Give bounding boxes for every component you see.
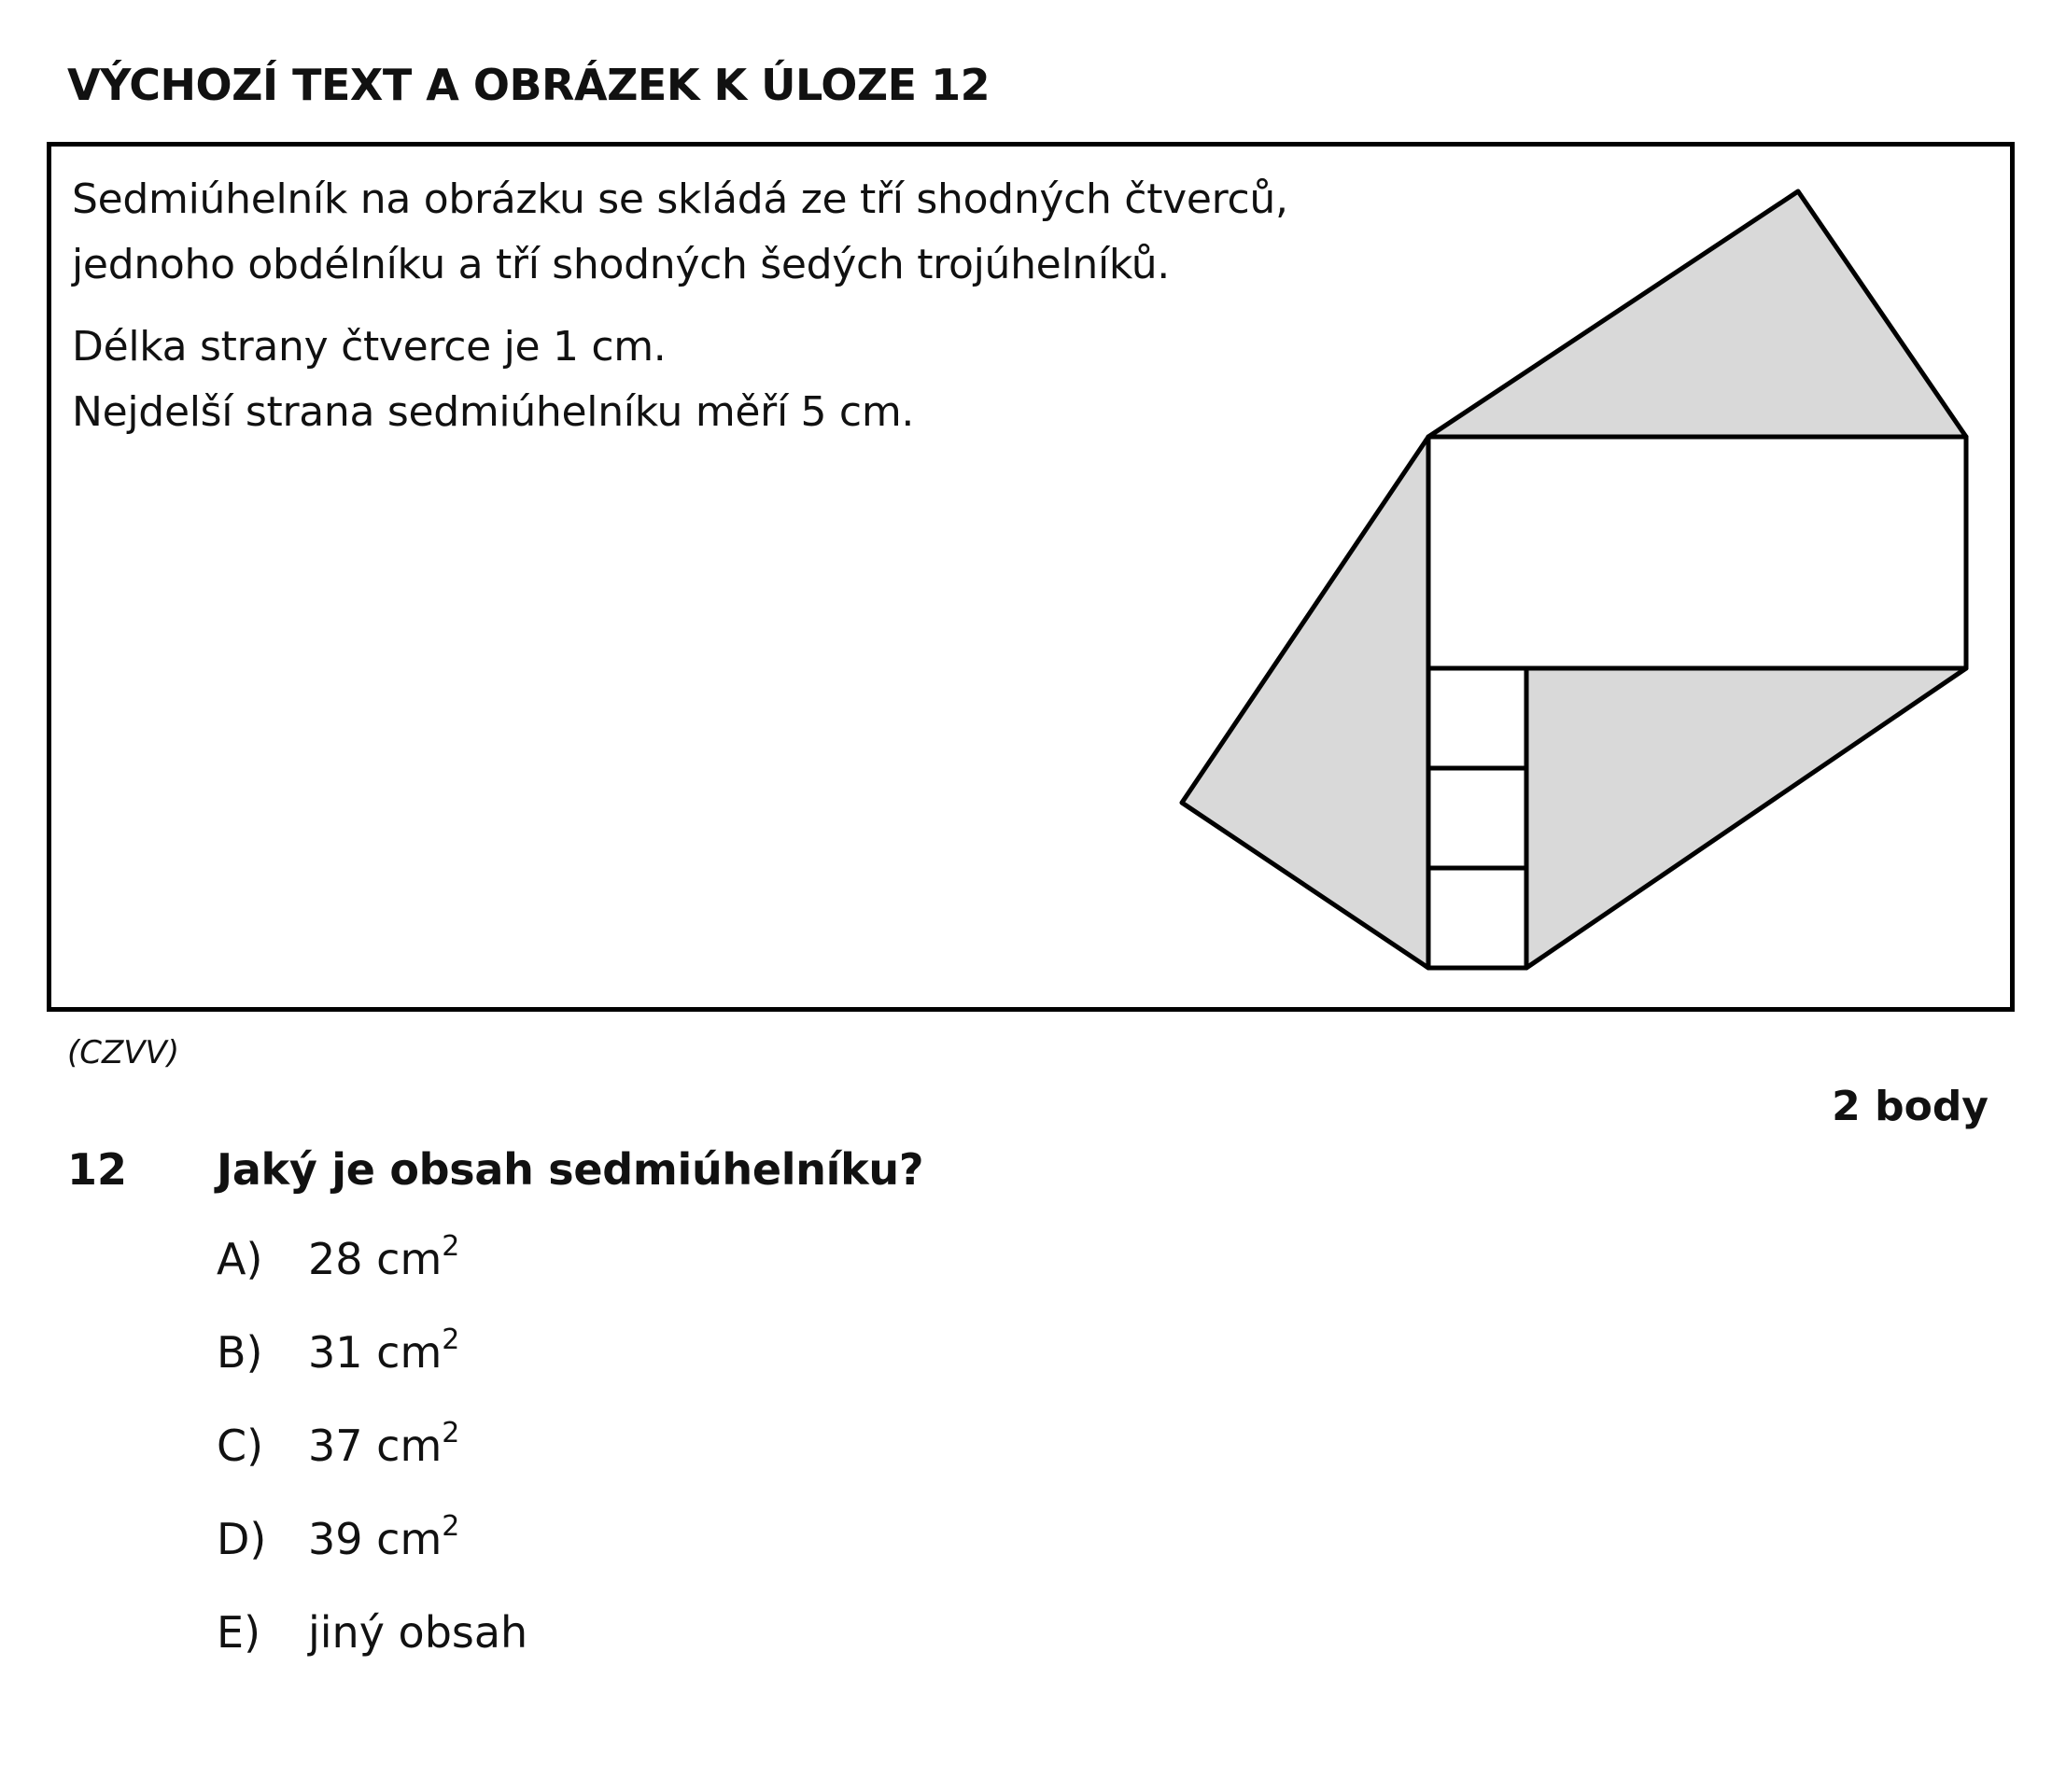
option-c[interactable] xyxy=(217,1417,460,1471)
source-note: (CZVV) xyxy=(67,1034,180,1071)
option-a[interactable] xyxy=(217,1230,460,1284)
option-value: 28 cm xyxy=(308,1234,443,1284)
option-exponent: 2 xyxy=(442,1417,460,1449)
option-letter: B) xyxy=(217,1327,263,1378)
gray-triangle-left xyxy=(1182,437,1428,968)
gray-triangle-bottom-right xyxy=(1526,668,1966,968)
option-exponent: 2 xyxy=(442,1323,460,1356)
task-question: Jaký je obsah sedmiúhelníku? xyxy=(217,1144,924,1195)
option-letter: A) xyxy=(217,1234,263,1284)
intro-line-4: Nejdelší strana sedmiúhelníku měří 5 cm. xyxy=(72,388,915,436)
gray-triangle-top xyxy=(1428,191,1966,437)
task-number: 12 xyxy=(67,1144,128,1195)
intro-line-3: Délka strany čtverce je 1 cm. xyxy=(72,323,667,371)
points-label: 2 body xyxy=(1832,1083,1989,1130)
option-e[interactable] xyxy=(217,1607,527,1658)
intro-line-2: jednoho obdélníku a tří shodných šedých trojúhelníků. xyxy=(72,241,1170,288)
option-b[interactable] xyxy=(217,1323,460,1378)
option-d[interactable] xyxy=(217,1510,460,1564)
intro-box xyxy=(47,142,2015,1012)
square-3 xyxy=(1428,868,1526,968)
heptagon-figure xyxy=(51,147,2012,1009)
option-exponent: 2 xyxy=(442,1230,460,1263)
intro-line-1: Sedmiúhelník na obrázku se skládá ze tří shodných čtverců, xyxy=(72,175,1288,223)
option-exponent: 2 xyxy=(442,1510,460,1543)
option-letter: E) xyxy=(217,1607,261,1658)
rectangle xyxy=(1428,437,1966,668)
option-value: 37 cm xyxy=(308,1421,443,1471)
option-letter: C) xyxy=(217,1421,264,1471)
option-value: 31 cm xyxy=(308,1327,443,1378)
square-2 xyxy=(1428,768,1526,868)
option-letter: D) xyxy=(217,1514,267,1564)
section-heading: VÝCHOZÍ TEXT A OBRÁZEK K ÚLOZE 12 xyxy=(67,60,991,110)
square-1 xyxy=(1428,668,1526,768)
option-value: jiný obsah xyxy=(308,1607,528,1658)
option-value: 39 cm xyxy=(308,1514,443,1564)
